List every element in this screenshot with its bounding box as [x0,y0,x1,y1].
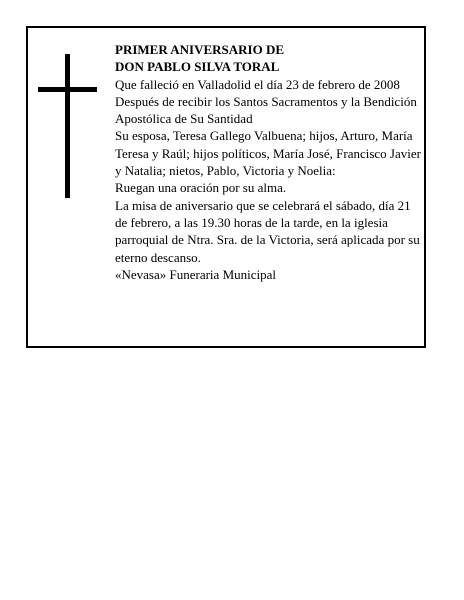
cross-horizontal-bar [38,87,97,92]
notice-title-line-2: DON PABLO SILVA TORAL [115,59,280,75]
death-statement: Que falleció en Valladolid el día 23 de febrero de 2008 [115,76,400,92]
notice-title-line-1: PRIMER ANIVERSARIO DE [115,42,285,57]
obituary-notice [26,26,426,348]
cross-vertical-bar [65,54,70,198]
cross-icon [38,54,98,198]
prayer-request: Ruegan una oración por su alma. [115,180,287,196]
family-list: Su esposa, Teresa Gallego Valbuena; hijos, Arturo, María Teresa y Raúl; hijos políticos, María José, Francisco Javier y Natalia; nietos, Pablo, Victoria y Noelia: [115,128,421,179]
funeral-home: «Nevasa» Funeraria Municipal [115,266,277,282]
sacraments-statement: Después de recibir los Santos Sacramentos y la Bendición Apostólica de Su Santidad [115,93,417,127]
notice-content [115,41,425,283]
mass-announcement: La misa de aniversario que se celebrará el sábado, día 21 de febrero, a las 19.30 horas de la tarde, en la iglesia parroquial de Ntra. Sra. de la Victoria, será aplicada por su eterno descanso. [115,197,420,265]
